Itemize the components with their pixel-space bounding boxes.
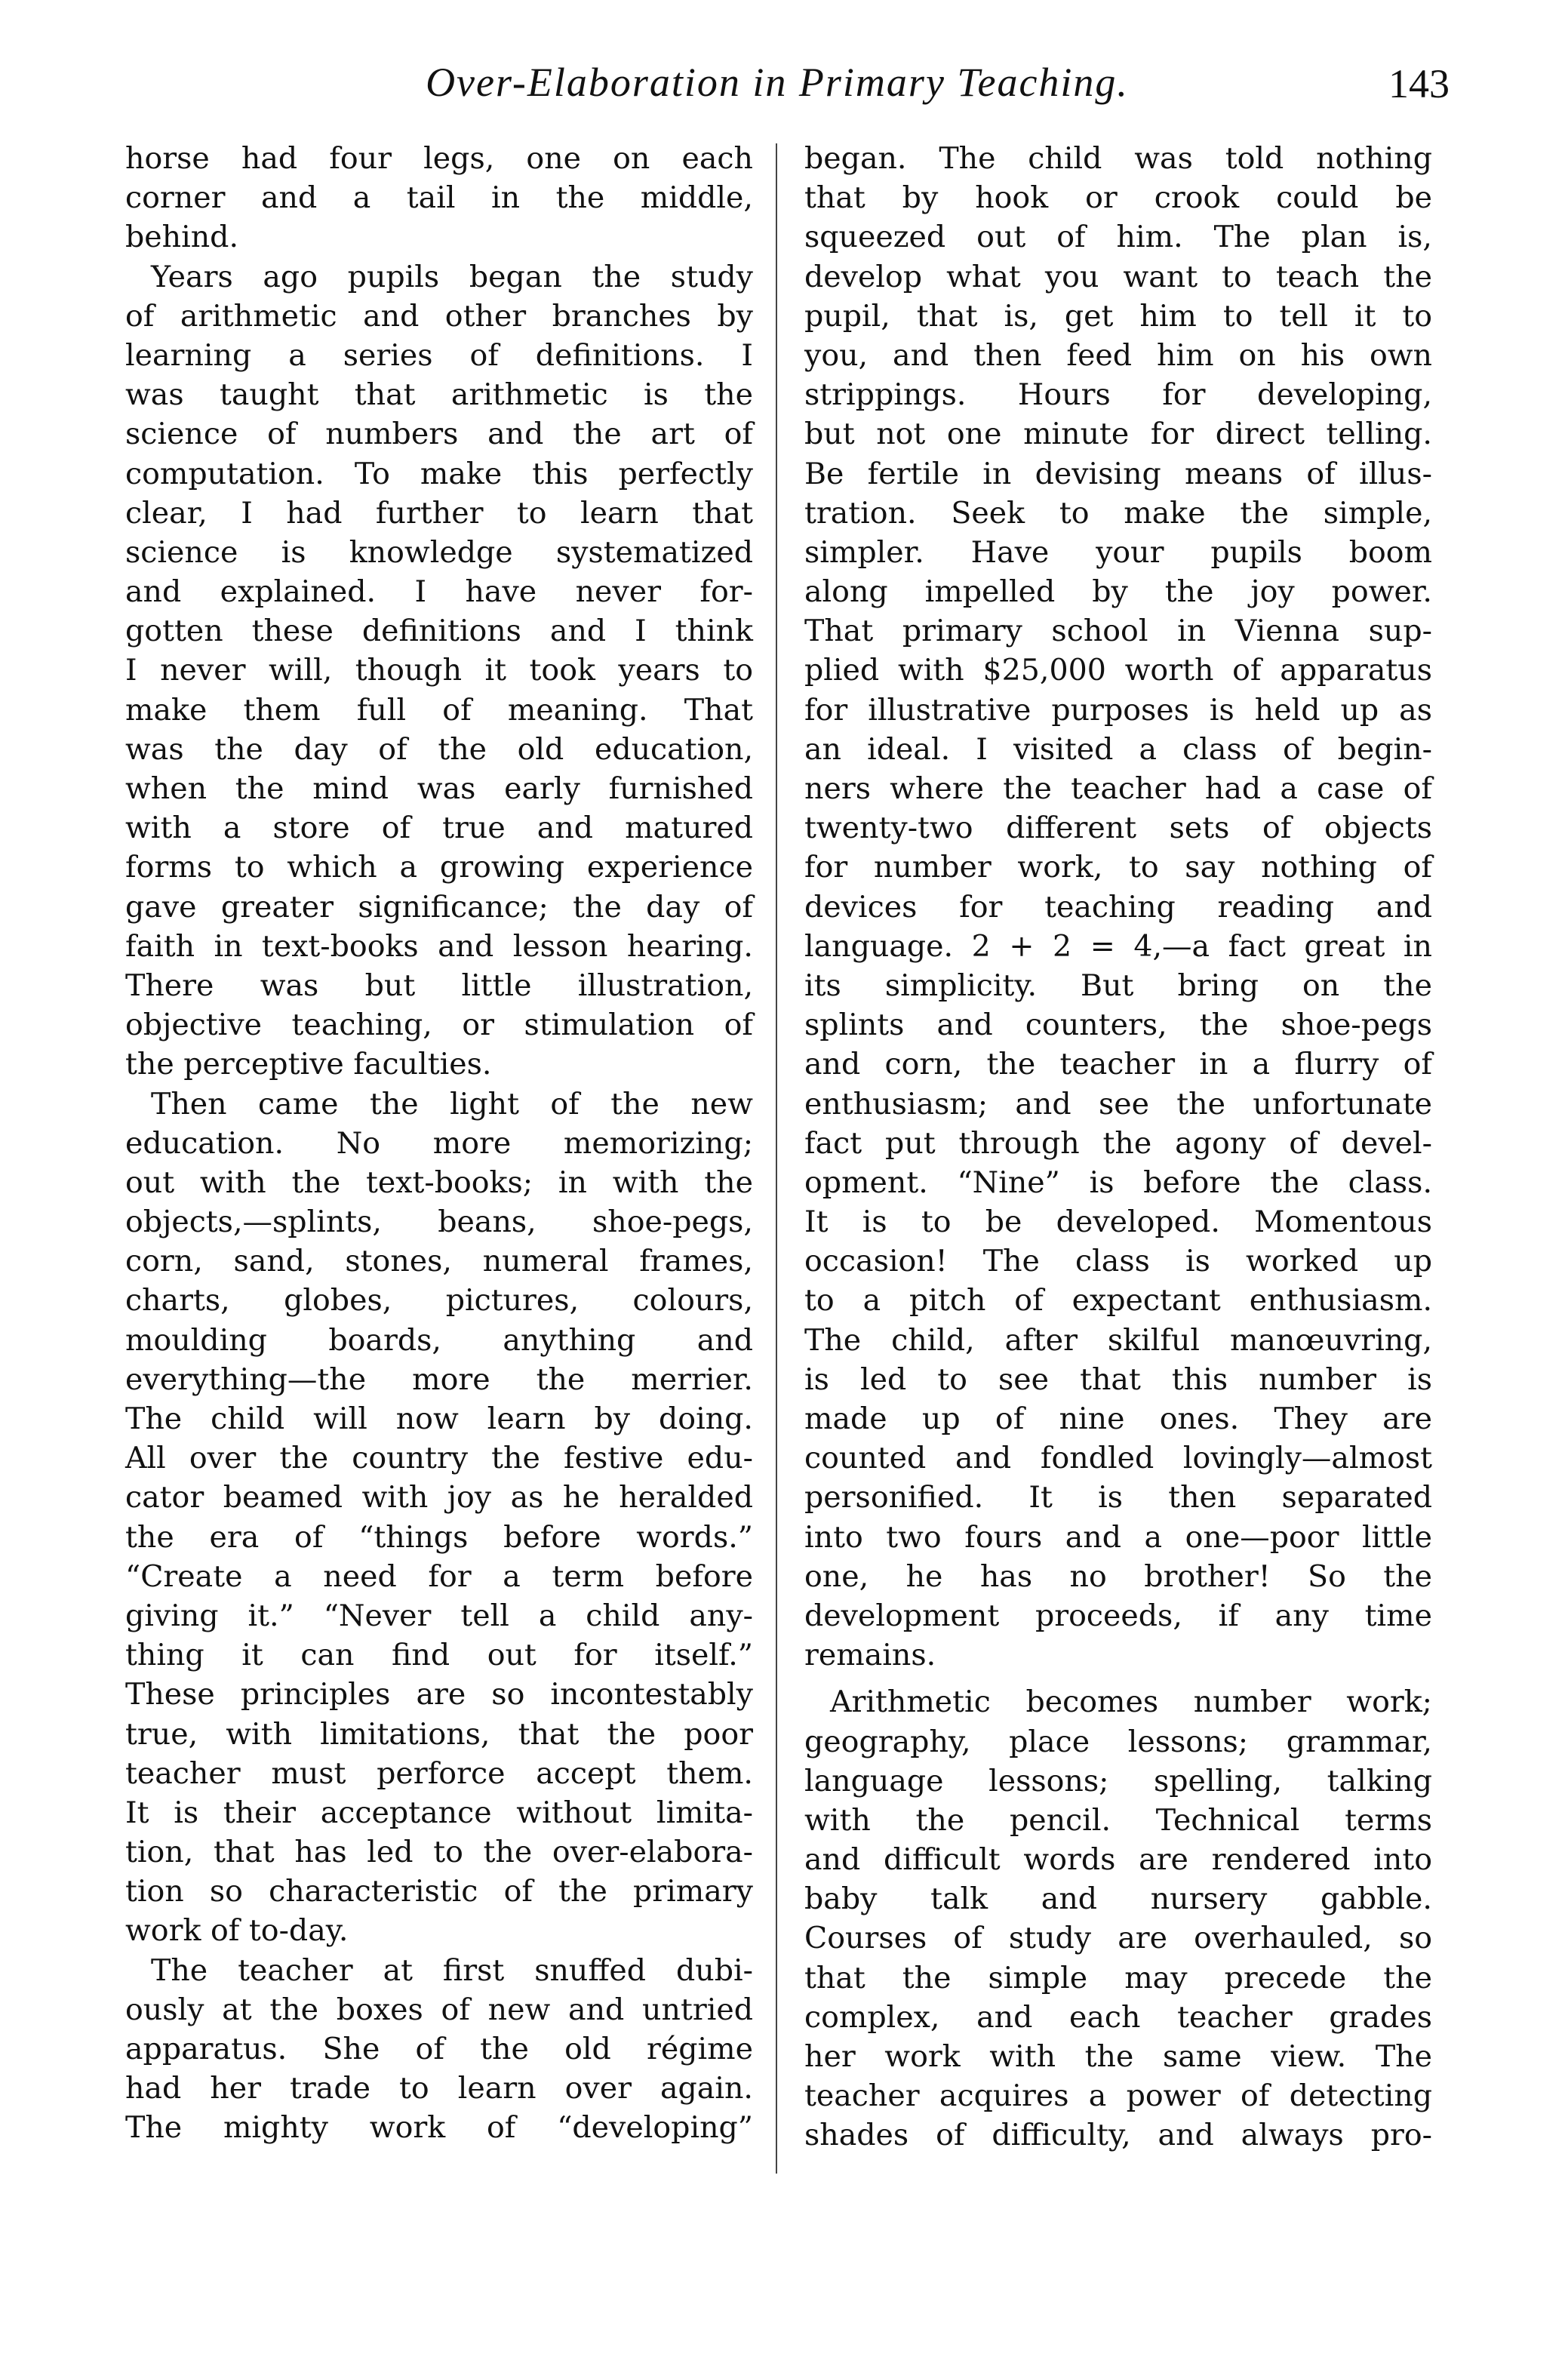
text-line: All over the country the festive edu- — [125, 1441, 753, 1476]
text-line: occasion! The class is worked up — [804, 1244, 1432, 1279]
text-line: faith in text-books and lesson hearing. — [125, 928, 753, 964]
text-line: gave greater significance; the day of — [125, 889, 753, 925]
text-line: horse had four legs, one on each — [125, 141, 753, 176]
text-line: squeezed out of him. The plan is, — [804, 220, 1432, 255]
text-line: science is knowledge systematized — [125, 534, 753, 570]
text-line: The child will now learn by doing. — [125, 1401, 753, 1436]
text-line: I never will, though it took years to — [125, 653, 753, 688]
text-line: strippings. Hours for developing, — [804, 377, 1432, 413]
text-line: her work with the same view. The — [804, 2039, 1432, 2074]
text-line: tion so characteristic of the primary — [125, 1874, 753, 1909]
text-line: cator beamed with joy as he heralded — [125, 1480, 753, 1515]
text-line: simpler. Have your pupils boom — [804, 534, 1432, 570]
left-column — [125, 139, 753, 2148]
text-line: geography, place lessons; grammar, — [804, 1724, 1432, 1759]
text-line: ously at the boxes of new and untried — [125, 1992, 753, 2027]
text-line: learning a series of definitions. I — [125, 337, 753, 373]
text-line: develop what you want to teach the — [804, 259, 1432, 294]
text-line: education. No more memorizing; — [125, 1125, 753, 1161]
text-line: tion, that has led to the over-elabora- — [125, 1835, 753, 1870]
page-number: 143 — [1388, 61, 1450, 106]
text-line: pupil, that is, get him to tell it to — [804, 298, 1432, 334]
text-line: the perceptive faculties. — [125, 1047, 492, 1082]
text-line: made up of nine ones. They are — [804, 1401, 1432, 1436]
text-line: is led to see that this number is — [804, 1361, 1432, 1397]
text-line: computation. To make this perfectly — [125, 456, 753, 491]
text-line: remains. — [804, 1638, 936, 1673]
text-line: Courses of study are overhauled, so — [804, 1921, 1432, 1956]
text-line: “Create a need for a term before — [125, 1558, 753, 1594]
running-title: Over-Elaboration in Primary Teaching. — [426, 60, 1129, 105]
text-line: Be fertile in devising means of illus- — [804, 456, 1432, 491]
text-line: an ideal. I visited a class of begin- — [804, 731, 1432, 767]
text-line: The mighty work of “developing” — [125, 2110, 753, 2146]
column-divider — [776, 143, 777, 2174]
text-line: moulding boards, anything and — [125, 1322, 753, 1358]
text-line: of arithmetic and other branches by — [125, 298, 753, 334]
text-line: complex, and each teacher grades — [804, 1999, 1432, 2035]
text-line: teacher acquires a power of detecting — [804, 2078, 1432, 2114]
text-line: The child, after skilful manœuvring, — [804, 1322, 1432, 1358]
text-line: tration. Seek to make the simple, — [804, 495, 1432, 531]
text-line: behind. — [125, 220, 239, 255]
right-column — [804, 139, 1432, 2155]
text-line: gotten these definitions and I think — [125, 614, 753, 649]
text-line: It is to be developed. Momentous — [804, 1205, 1432, 1240]
text-line: the era of “things before words.” — [125, 1519, 753, 1555]
text-line: one, he has no brother! So the — [804, 1558, 1432, 1594]
text-line: apparatus. She of the old régime — [125, 2032, 753, 2066]
text-line: giving it.” “Never tell a child any- — [125, 1598, 753, 1633]
text-line: There was but little illustration, — [125, 968, 753, 1003]
text-line: science of numbers and the art of — [125, 417, 753, 452]
text-line: shades of difficulty, and always pro- — [804, 2118, 1432, 2153]
text-line: personified. It is then separated — [804, 1480, 1432, 1515]
text-line: It is their acceptance without limita- — [125, 1795, 753, 1830]
text-line: charts, globes, pictures, colours, — [125, 1283, 753, 1318]
text-line: enthusiasm; and see the unfortunate — [804, 1086, 1432, 1122]
text-line: language lessons; spelling, talking — [804, 1763, 1432, 1798]
text-line: fact put through the agony of devel- — [804, 1125, 1432, 1161]
text-line: out with the text-books; in with the — [125, 1165, 753, 1200]
text-line: to a pitch of expectant enthusiasm. — [804, 1283, 1432, 1318]
text-line: corn, sand, stones, numeral frames, — [125, 1244, 753, 1279]
text-line: with a store of true and matured — [125, 811, 753, 846]
text-line: These principles are so incontestably — [125, 1677, 753, 1712]
paragraph-gap — [804, 1675, 1432, 1682]
text-line: opment. “Nine” is before the class. — [804, 1165, 1432, 1200]
text-line: clear, I had further to learn that — [125, 495, 753, 531]
text-line: began. The child was told nothing — [804, 141, 1432, 176]
text-line: that the simple may precede the — [804, 1960, 1432, 1995]
text-line: twenty-two different sets of objects — [804, 811, 1432, 846]
text-line: objective teaching, or stimulation of — [125, 1008, 753, 1043]
text-line: objects,—splints, beans, shoe-pegs, — [125, 1205, 753, 1240]
text-line: had her trade to learn over again. — [125, 2071, 753, 2106]
text-line: was taught that arithmetic is the — [125, 377, 753, 413]
text-line: plied with $25,000 worth of apparatus — [804, 653, 1432, 688]
text-line: for number work, to say nothing of — [804, 850, 1432, 885]
text-line: forms to which a growing experience — [125, 850, 753, 885]
text-line: Years ago pupils began the study — [151, 259, 753, 294]
text-line: for illustrative purposes is held up as — [804, 692, 1432, 728]
text-line: true, with limitations, that the poor — [125, 1716, 753, 1752]
text-line: That primary school in Vienna sup- — [804, 614, 1432, 649]
text-line: and explained. I have never for- — [125, 574, 753, 610]
text-line: splints and counters, the shoe-pegs — [804, 1008, 1432, 1043]
text-line: The teacher at first snuffed dubi- — [151, 1952, 753, 1988]
text-line: along impelled by the joy power. — [804, 574, 1432, 610]
text-line: baby talk and nursery gabble. — [804, 1881, 1432, 1917]
text-line: and difficult words are rendered into — [804, 1842, 1432, 1878]
text-line: and corn, the teacher in a flurry of — [804, 1047, 1432, 1082]
text-line: corner and a tail in the middle, — [125, 180, 753, 216]
text-line: that by hook or crook could be — [804, 180, 1432, 216]
text-line: language. 2 + 2 = 4,—a fact great in — [804, 928, 1432, 964]
text-line: everything—the more the merrier. — [125, 1361, 753, 1397]
text-line: devices for teaching reading and — [804, 889, 1432, 925]
text-line: Arithmetic becomes number work; — [830, 1685, 1432, 1720]
text-line: teacher must perforce accept them. — [125, 1755, 753, 1791]
text-line: development proceeds, if any time — [804, 1598, 1432, 1633]
text-line: counted and fondled lovingly—almost — [804, 1441, 1432, 1476]
text-line: Then came the light of the new — [151, 1086, 753, 1122]
page-header — [0, 59, 1568, 119]
text-line: with the pencil. Technical terms — [804, 1802, 1432, 1838]
text-line: but not one minute for direct telling. — [804, 417, 1432, 452]
text-line: into two fours and a one—poor little — [804, 1519, 1432, 1555]
text-line: its simplicity. But bring on the — [804, 968, 1432, 1003]
text-line: when the mind was early furnished — [125, 771, 753, 806]
text-line: thing it can find out for itself.” — [125, 1638, 753, 1673]
text-line: was the day of the old education, — [125, 731, 753, 767]
text-line: ners where the teacher had a case of — [804, 771, 1432, 806]
text-line: you, and then feed him on his own — [804, 337, 1432, 373]
text-line: make them full of meaning. That — [125, 692, 753, 728]
text-line: work of to-day. — [125, 1913, 349, 1949]
